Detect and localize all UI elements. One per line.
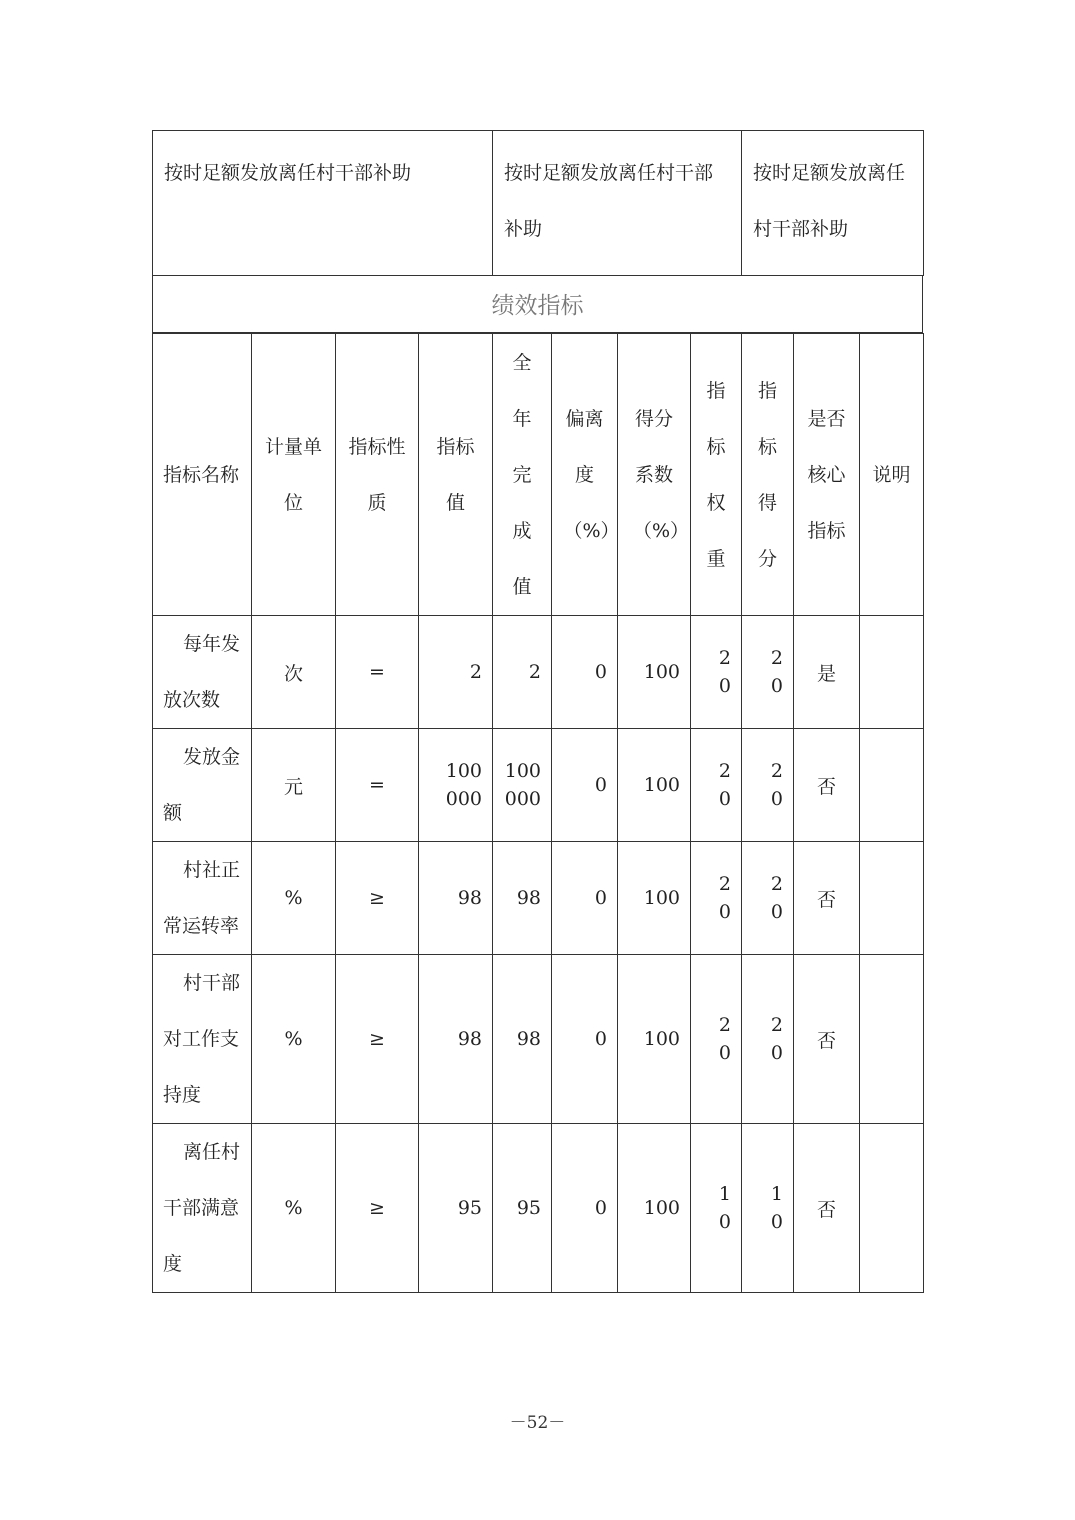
row-weight: 20 bbox=[691, 955, 742, 1124]
row-target: 95 bbox=[419, 1124, 493, 1293]
row-weight: 20 bbox=[691, 842, 742, 955]
row-name: 每年发放次数 bbox=[153, 616, 252, 729]
row-core: 是 bbox=[794, 616, 860, 729]
goal-cell-2: 按时足额发放离任村干部补助 bbox=[493, 131, 742, 276]
row-nature: ≥ bbox=[336, 1124, 419, 1293]
row-actual: 98 bbox=[493, 955, 552, 1124]
row-name: 村社正常运转率 bbox=[153, 842, 252, 955]
row-score: 20 bbox=[742, 955, 794, 1124]
row-deviation: 0 bbox=[552, 955, 618, 1124]
row-unit: 元 bbox=[252, 729, 336, 842]
header-nature: 指标性质 bbox=[336, 334, 419, 616]
goal-cell-3: 按时足额发放离任村干部补助 bbox=[742, 131, 924, 276]
row-actual: 100000 bbox=[493, 729, 552, 842]
row-note bbox=[860, 1124, 924, 1293]
goal-cell-1: 按时足额发放离任村干部补助 bbox=[153, 131, 493, 276]
row-nature: = bbox=[336, 729, 419, 842]
row-coefficient: 100 bbox=[618, 842, 691, 955]
kpi-table bbox=[152, 333, 924, 1293]
row-core: 否 bbox=[794, 955, 860, 1124]
row-note bbox=[860, 842, 924, 955]
row-score: 20 bbox=[742, 729, 794, 842]
header-row bbox=[153, 334, 924, 616]
header-weight: 指标权重 bbox=[691, 334, 742, 616]
goal-table bbox=[152, 130, 924, 276]
row-weight: 10 bbox=[691, 1124, 742, 1293]
row-core: 否 bbox=[794, 729, 860, 842]
header-unit: 计量单位 bbox=[252, 334, 336, 616]
header-score: 指标得分 bbox=[742, 334, 794, 616]
row-deviation: 0 bbox=[552, 616, 618, 729]
row-nature: ≥ bbox=[336, 955, 419, 1124]
row-coefficient: 100 bbox=[618, 729, 691, 842]
header-note: 说明 bbox=[860, 334, 924, 616]
page-number: －52－ bbox=[509, 1413, 566, 1433]
row-score: 10 bbox=[742, 1124, 794, 1293]
row-note bbox=[860, 616, 924, 729]
row-coefficient: 100 bbox=[618, 1124, 691, 1293]
row-core: 否 bbox=[794, 1124, 860, 1293]
row-unit: 次 bbox=[252, 616, 336, 729]
row-score: 20 bbox=[742, 616, 794, 729]
table-row bbox=[153, 1124, 924, 1293]
header-target: 指标值 bbox=[419, 334, 493, 616]
row-weight: 20 bbox=[691, 729, 742, 842]
row-name: 村干部对工作支持度 bbox=[153, 955, 252, 1124]
header-name: 指标名称 bbox=[153, 334, 252, 616]
row-deviation: 0 bbox=[552, 842, 618, 955]
row-name: 发放金额 bbox=[153, 729, 252, 842]
section-title: 绩效指标 bbox=[152, 275, 923, 333]
header-deviation: 偏离度（%） bbox=[552, 334, 618, 616]
row-deviation: 0 bbox=[552, 729, 618, 842]
table-row bbox=[153, 616, 924, 729]
row-core: 否 bbox=[794, 842, 860, 955]
table-row bbox=[153, 729, 924, 842]
row-unit: % bbox=[252, 842, 336, 955]
row-unit: % bbox=[252, 1124, 336, 1293]
row-target: 98 bbox=[419, 955, 493, 1124]
row-note bbox=[860, 729, 924, 842]
row-target: 100000 bbox=[419, 729, 493, 842]
row-weight: 20 bbox=[691, 616, 742, 729]
table-row bbox=[153, 842, 924, 955]
row-target: 98 bbox=[419, 842, 493, 955]
row-coefficient: 100 bbox=[618, 616, 691, 729]
header-actual: 全年完成值 bbox=[493, 334, 552, 616]
row-score: 20 bbox=[742, 842, 794, 955]
row-target: 2 bbox=[419, 616, 493, 729]
row-actual: 95 bbox=[493, 1124, 552, 1293]
row-unit: % bbox=[252, 955, 336, 1124]
row-deviation: 0 bbox=[552, 1124, 618, 1293]
row-nature: ≥ bbox=[336, 842, 419, 955]
table-row bbox=[153, 955, 924, 1124]
row-actual: 98 bbox=[493, 842, 552, 955]
row-name: 离任村干部满意度 bbox=[153, 1124, 252, 1293]
row-coefficient: 100 bbox=[618, 955, 691, 1124]
goal-row bbox=[153, 131, 924, 276]
row-actual: 2 bbox=[493, 616, 552, 729]
header-core: 是否核心指标 bbox=[794, 334, 860, 616]
row-nature: = bbox=[336, 616, 419, 729]
header-coefficient: 得分系数（%） bbox=[618, 334, 691, 616]
row-note bbox=[860, 955, 924, 1124]
